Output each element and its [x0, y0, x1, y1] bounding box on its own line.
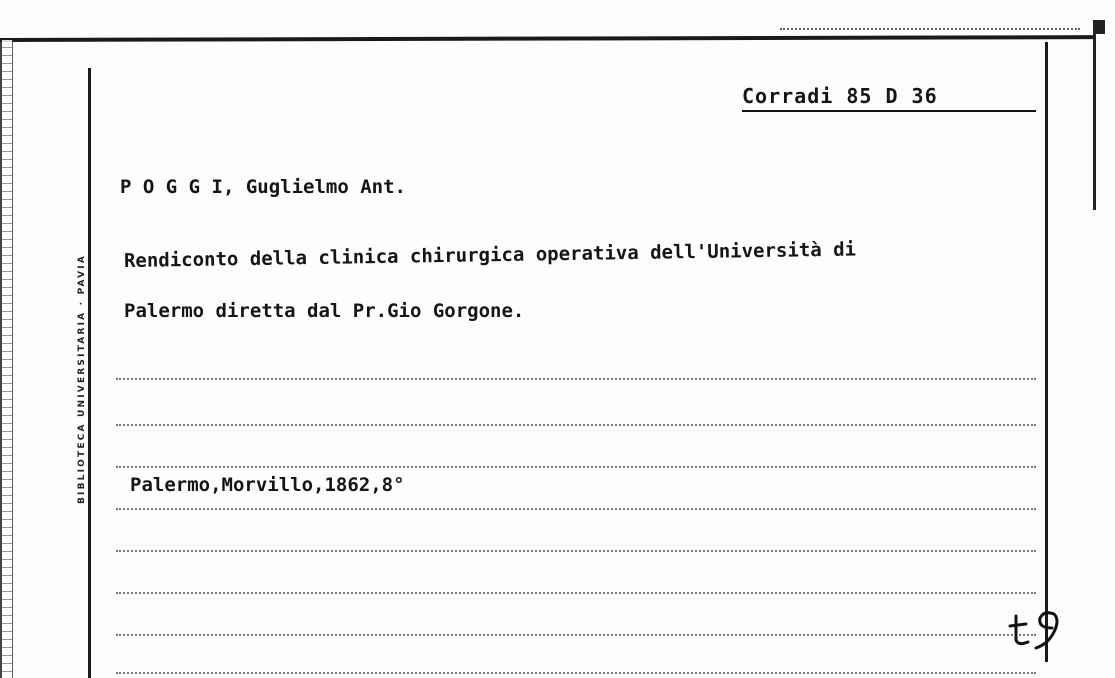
guide-line	[116, 634, 1036, 636]
imprint-line: Palermo,Morvillo,1862,8°	[130, 474, 405, 496]
guide-line	[116, 424, 1036, 426]
card-right-rule	[1045, 42, 1048, 662]
card-right-edge	[1093, 20, 1096, 210]
card-corner-mark	[1093, 20, 1105, 34]
card-left-rule	[88, 68, 91, 678]
title-line-1: Rendiconto della clinica chirurgica operativa dell'Università di	[123, 238, 857, 272]
call-number: Corradi 85 D 36	[742, 84, 938, 108]
title-line-2: Palermo diretta dal Pr.Gio Gorgone.	[124, 300, 525, 322]
card-top-edge	[0, 35, 1095, 42]
guide-line	[116, 378, 1036, 380]
guide-line	[116, 550, 1036, 552]
handwritten-mark	[1008, 606, 1068, 652]
card-top-edge-faint	[780, 28, 1080, 30]
guide-line	[116, 466, 1036, 468]
call-number-underline	[742, 110, 1036, 112]
author-heading: P O G G I, Guglielmo Ant.	[120, 176, 406, 198]
guide-line	[116, 592, 1036, 594]
card-left-strip	[0, 40, 13, 678]
library-stamp: BIBLIOTECA UNIVERSITARIA · PAVIA	[77, 254, 87, 504]
guide-line	[116, 508, 1036, 510]
guide-line	[116, 672, 1036, 674]
